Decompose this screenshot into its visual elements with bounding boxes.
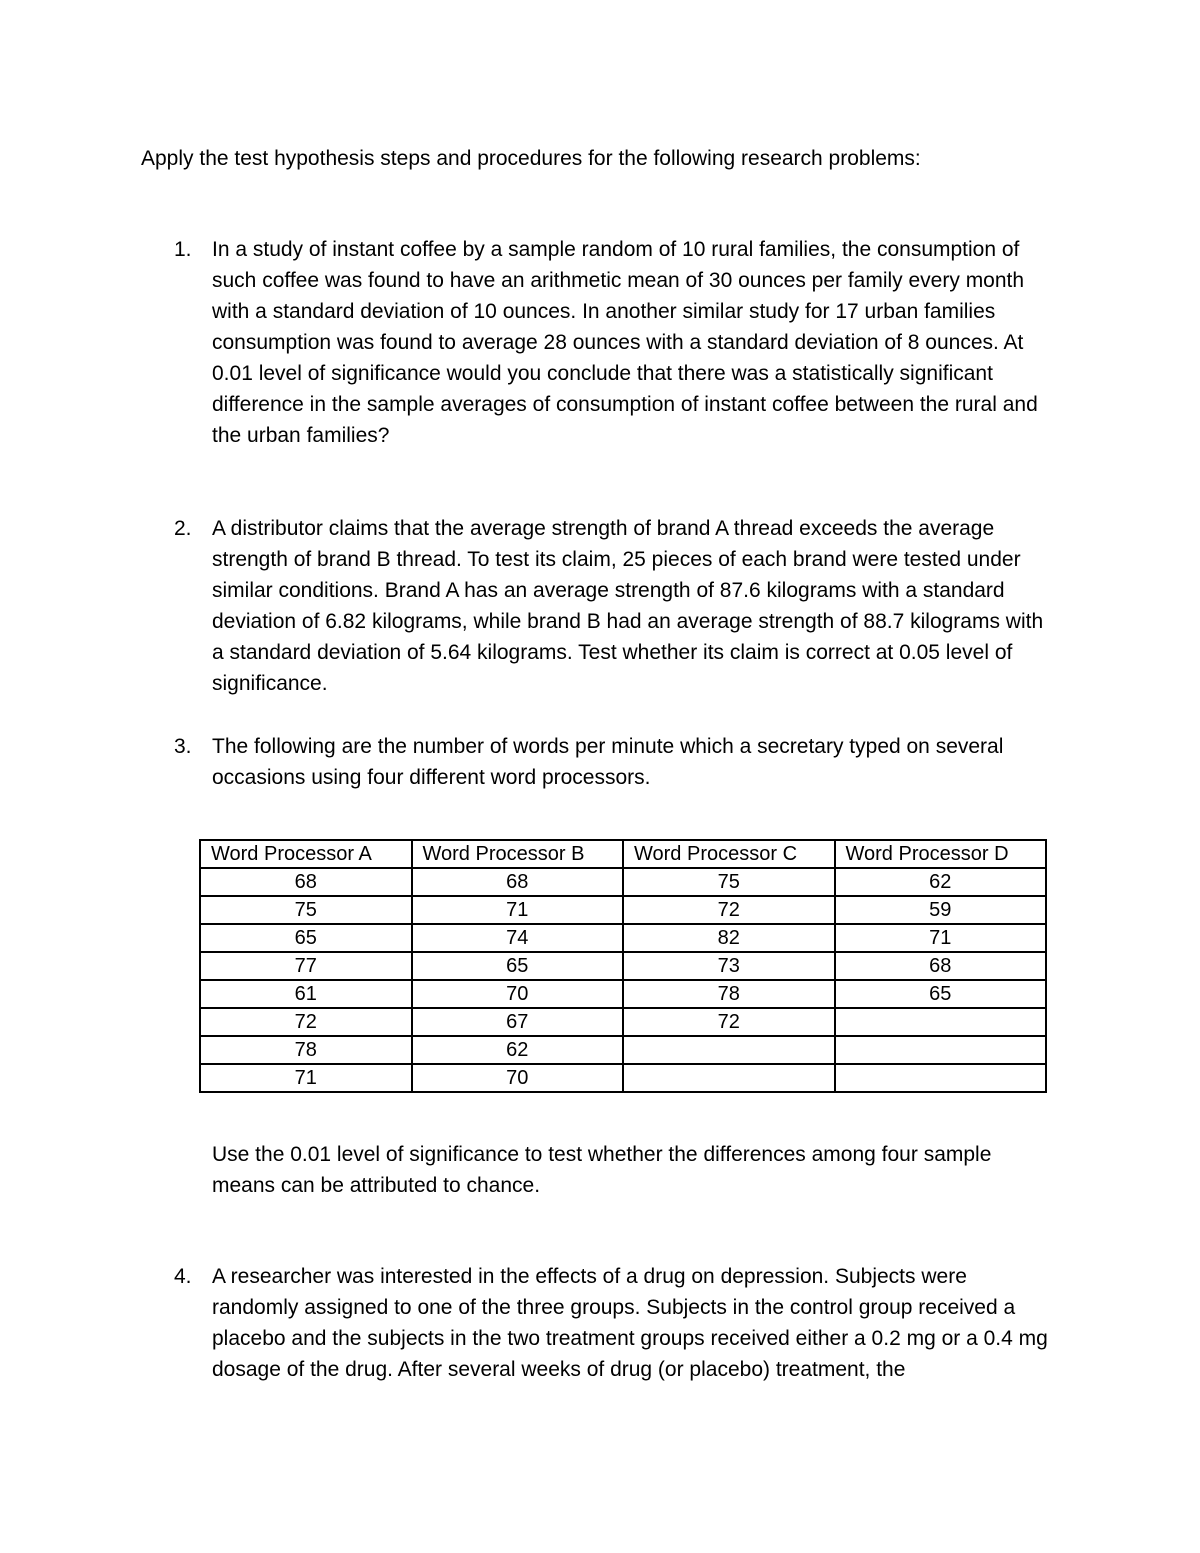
table-cell bbox=[623, 1064, 835, 1092]
question-1 bbox=[174, 234, 1054, 451]
table-row bbox=[200, 1064, 1046, 1092]
table-cell: 82 bbox=[623, 924, 835, 952]
question-text: A distributor claims that the average strength of brand A thread exceeds the average strength of brand B thread. To test its claim, 25 pieces of each brand were tested under similar conditions. Brand A has an average strength of 87.6 kilograms with a standard deviation of 6.82 kilograms, while brand B had an average strength of 88.7 kilograms with a standard deviation of 5.64 kilograms. Test whether its claim is correct at 0.05 level of significance. bbox=[212, 517, 1044, 695]
table-row bbox=[200, 1008, 1046, 1036]
table-cell: 65 bbox=[200, 924, 412, 952]
table-cell: 72 bbox=[623, 896, 835, 924]
column-header: Word Processor C bbox=[623, 840, 835, 868]
table-cell: 78 bbox=[200, 1036, 412, 1064]
table-header-row bbox=[200, 840, 1046, 868]
table-cell: 71 bbox=[412, 896, 624, 924]
table-cell bbox=[835, 1036, 1047, 1064]
table-cell: 62 bbox=[412, 1036, 624, 1064]
question-number: 1. bbox=[174, 238, 192, 261]
question-number: 4. bbox=[174, 1265, 192, 1288]
question-number: 2. bbox=[174, 517, 192, 540]
table-row bbox=[200, 868, 1046, 896]
table-cell: 70 bbox=[412, 1064, 624, 1092]
table-row bbox=[200, 952, 1046, 980]
question-3 bbox=[174, 731, 1054, 793]
question-text: The following are the number of words per minute which a secretary typed on several occasions using four different word processors. bbox=[212, 735, 1004, 789]
word-processor-table bbox=[199, 839, 1047, 1093]
table-cell: 61 bbox=[200, 980, 412, 1008]
table-cell: 75 bbox=[623, 868, 835, 896]
table-cell: 62 bbox=[835, 868, 1047, 896]
table-cell: 68 bbox=[200, 868, 412, 896]
question-4 bbox=[174, 1261, 1054, 1385]
table-cell: 68 bbox=[835, 952, 1047, 980]
question-text: In a study of instant coffee by a sample random of 10 rural families, the consumption of such coffee was found to have an arithmetic mean of 30 ounces per family every month with a standard deviation of 10 ounces. In another similar study for 17 urban families consumption was found to average 28 ounces with a standard deviation of 8 ounces. At 0.01 level of significance would you conclude that there was a statistically significant difference in the sample averages of consumption of instant coffee between the rural and the urban families? bbox=[212, 238, 1038, 447]
table-cell: 68 bbox=[412, 868, 624, 896]
table-cell: 72 bbox=[200, 1008, 412, 1036]
table-cell: 72 bbox=[623, 1008, 835, 1036]
table-cell: 71 bbox=[835, 924, 1047, 952]
table-row bbox=[200, 1036, 1046, 1064]
table-cell: 78 bbox=[623, 980, 835, 1008]
table-cell: 74 bbox=[412, 924, 624, 952]
question-3-instruction: Use the 0.01 level of significance to test whether the differences among four sample means can be attributed to chance. bbox=[212, 1143, 992, 1197]
table-cell bbox=[835, 1064, 1047, 1092]
table-cell: 65 bbox=[835, 980, 1047, 1008]
table-cell bbox=[835, 1008, 1047, 1036]
table-cell: 75 bbox=[200, 896, 412, 924]
column-header: Word Processor B bbox=[412, 840, 624, 868]
table-row bbox=[200, 924, 1046, 952]
table-cell: 77 bbox=[200, 952, 412, 980]
column-header: Word Processor D bbox=[835, 840, 1047, 868]
table-row bbox=[200, 980, 1046, 1008]
table-row bbox=[200, 896, 1046, 924]
question-2 bbox=[174, 513, 1054, 699]
instructions-heading: Apply the test hypothesis steps and procedures for the following research problems: bbox=[141, 147, 921, 170]
table-cell: 65 bbox=[412, 952, 624, 980]
table-cell bbox=[623, 1036, 835, 1064]
column-header: Word Processor A bbox=[200, 840, 412, 868]
table-cell: 70 bbox=[412, 980, 624, 1008]
table-cell: 67 bbox=[412, 1008, 624, 1036]
table-cell: 59 bbox=[835, 896, 1047, 924]
question-number: 3. bbox=[174, 735, 192, 758]
table-cell: 73 bbox=[623, 952, 835, 980]
question-text: A researcher was interested in the effects of a drug on depression. Subjects were randomly assigned to one of the three groups. Subjects in the control group received a placebo and the subjects in the two treatment groups received either a 0.2 mg or a 0.4 mg dosage of the drug. After several weeks of drug (or placebo) treatment, the bbox=[212, 1265, 1048, 1381]
table-cell: 71 bbox=[200, 1064, 412, 1092]
